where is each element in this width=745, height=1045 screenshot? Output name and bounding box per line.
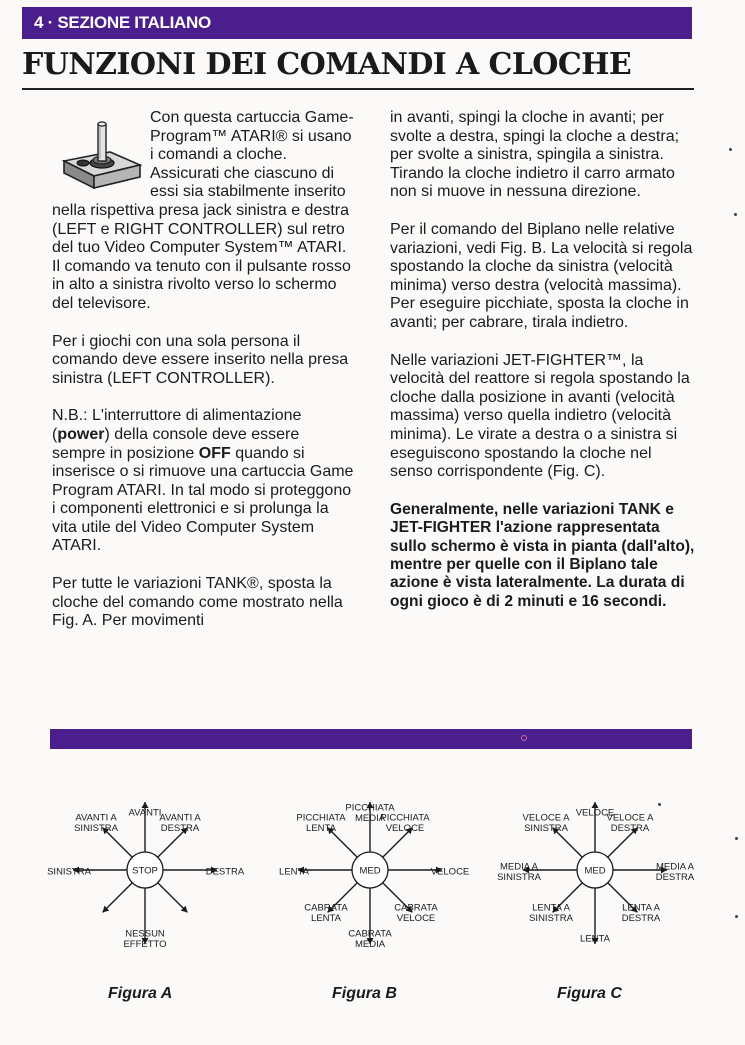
arrow-down-right bbox=[158, 883, 188, 913]
label-down-left: SINISTRA bbox=[529, 912, 573, 924]
label-down-right: VELOCE bbox=[396, 912, 436, 924]
label-up-left: VELOCE A bbox=[522, 812, 570, 824]
note-text: quando si inserisce o si rimuove una cartuccia Game Program ATARI. In tal modo si proteggono i componenti elettronici e si prolunga la vita utile del Video Computer System ATARI. bbox=[52, 444, 354, 555]
label-up-right: DESTRA bbox=[610, 822, 650, 834]
label-down-right: CABRATA bbox=[394, 902, 438, 914]
label-up-left: PICCHIATA bbox=[296, 812, 346, 824]
figure-c-diagram bbox=[495, 780, 695, 965]
label-right: VELOCE bbox=[430, 866, 470, 878]
label-down: MEDIA bbox=[354, 938, 386, 950]
note-text: L'interruttore di alimentazione ( bbox=[52, 407, 302, 443]
label-up: VELOCE bbox=[575, 807, 615, 819]
label-up-right: DESTRA bbox=[160, 822, 200, 834]
label-down-left: LENTA A bbox=[532, 902, 570, 914]
divider-band bbox=[50, 729, 692, 749]
label-up-right: AVANTI A bbox=[159, 812, 201, 824]
single-player-paragraph: Per i giochi con una sola persona il comando deve essere inserito nella presa sinistra (LEFT CONTROLLER). bbox=[52, 332, 349, 387]
figure-b-caption: Figura B bbox=[332, 985, 397, 1002]
print-speck bbox=[658, 803, 661, 806]
label-right: MEDIA A bbox=[655, 861, 695, 873]
label-up-right: PICCHIATA bbox=[380, 812, 430, 824]
figure-c-caption: Figura C bbox=[557, 985, 622, 1002]
off-term: OFF bbox=[198, 444, 231, 462]
label-up: PICCHIATA bbox=[345, 802, 395, 814]
label-right: DESTRA bbox=[205, 866, 245, 878]
note-text: ) della console deve essere sempre in posizione bbox=[52, 425, 300, 462]
label-down-left: LENTA bbox=[311, 912, 341, 924]
section-label: 4 · SEZIONE ITALIANO bbox=[34, 13, 211, 32]
label-up-left: SINISTRA bbox=[524, 822, 568, 834]
left-column bbox=[52, 109, 357, 650]
center-label: STOP bbox=[132, 865, 158, 877]
label-up-right: VELOCE bbox=[385, 822, 425, 834]
title-rule bbox=[22, 88, 694, 90]
note-paragraph bbox=[52, 407, 357, 556]
label-left: SINISTRA bbox=[497, 871, 541, 883]
print-speck bbox=[735, 915, 738, 918]
label-down: EFFETTO bbox=[123, 938, 167, 950]
center-label: MED bbox=[584, 865, 606, 877]
label-up: AVANTI bbox=[128, 807, 162, 819]
arrow-down-left bbox=[103, 883, 133, 913]
label-up-left: SINISTRA bbox=[74, 822, 118, 834]
print-speck bbox=[734, 213, 737, 216]
label-up-left: AVANTI A bbox=[75, 812, 117, 824]
print-speck bbox=[735, 837, 738, 840]
center-label: MED bbox=[359, 865, 381, 877]
label-down-right: DESTRA bbox=[621, 912, 661, 924]
label-up-right: VELOCE A bbox=[606, 812, 654, 824]
jet-fighter-paragraph: Nelle variazioni JET-FIGHTER™, la velocità del reattore si regola spostando la cloche dalla posizione in avanti (velocità massima) verso quella indietro (velocità minima). Le virate a destra o a sinistra si eseguiscono spostando la cloche nel senso corrispondente (Fig. C). bbox=[390, 351, 690, 481]
print-speck bbox=[729, 148, 732, 151]
power-term: power bbox=[57, 425, 105, 443]
tank-paragraph: Per tutte le variazioni TANK®, sposta la cloche del comando come mostrato nella Fig. A. Per movimenti bbox=[52, 575, 343, 630]
figure-a-caption: Figura A bbox=[108, 985, 173, 1002]
label-down-left: CABRATA bbox=[304, 902, 348, 914]
page-title: FUNZIONI DEI COMANDI A CLOCHE bbox=[22, 47, 632, 82]
general-paragraph: Generalmente, nelle variazioni TANK e JET-FIGHTER l'azione rappresentata sullo schermo è vista in pianta (dall'alto), mentre per quelle con il Biplano tale azione è vista lateralmente. La durata di ogni gioco è di 2 minuti e 16 secondi. bbox=[390, 500, 695, 610]
joystick-icon bbox=[50, 115, 144, 201]
intro-paragraph: Con questa cartuccia Game-Program™ ATARI® si usano i comandi a cloche. Assicurati che ciascuno di essi sia stabilmente inserito nella rispettiva presa jack sinistra e destra (LEFT e RIGHT CONTROLLER) sul retro del tuo Video Computer System™ ATARI. Il comando va tenuto con il pulsante rosso in alto a sinistra rivolto verso lo schermo del televisore. bbox=[52, 109, 354, 312]
label-right: DESTRA bbox=[655, 871, 695, 883]
biplane-paragraph: Per il comando del Biplano nelle relative variazioni, vedi Fig. B. La velocità si regola spostando la cloche da sinistra (velocità minima) verso destra (velocità massima). Per eseguire picchiate, sposta la cloche in avanti; per cabrare, tirala indietro. bbox=[390, 220, 693, 331]
right-column bbox=[390, 109, 695, 630]
label-left: LENTA bbox=[279, 866, 309, 878]
figure-a-diagram bbox=[45, 780, 245, 965]
label-left: SINISTRA bbox=[47, 866, 91, 878]
note-label: N.B.: bbox=[52, 407, 88, 425]
label-down-right: LENTA A bbox=[622, 902, 660, 914]
label-up-left: LENTA bbox=[306, 822, 336, 834]
label-left: MEDIA A bbox=[499, 861, 539, 873]
band-dot bbox=[521, 735, 527, 741]
label-up: MEDIA bbox=[354, 812, 386, 824]
label-down: LENTA bbox=[580, 933, 610, 945]
tank-continued-paragraph: in avanti, spingi la cloche in avanti; per svolte a destra, spingi la cloche a destra; per svolte a sinistra, spingila a sinistra. Tirando la cloche indietro il carro armato non si muove in nessuna direzione. bbox=[390, 109, 680, 201]
figure-b-diagram bbox=[270, 780, 470, 965]
label-down: CABRATA bbox=[348, 928, 392, 940]
label-down: NESSUN bbox=[125, 928, 165, 940]
